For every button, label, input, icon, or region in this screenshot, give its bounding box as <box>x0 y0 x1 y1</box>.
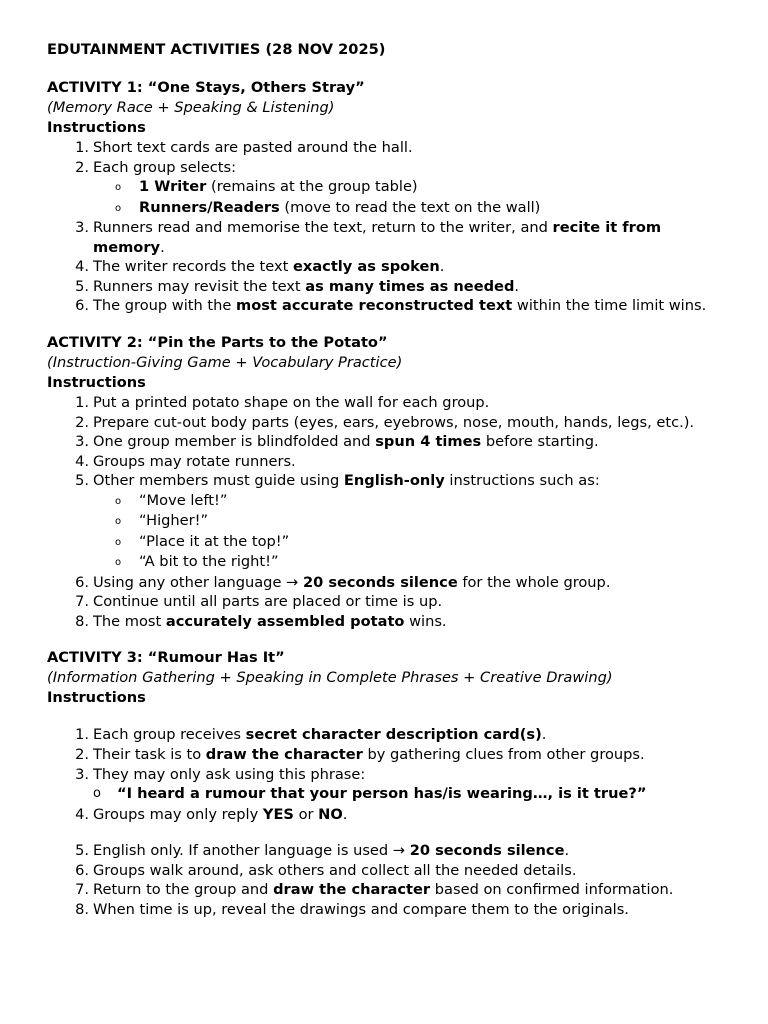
item-number: 4. <box>75 452 89 470</box>
activity-heading: ACTIVITY 1: “One Stays, Others Stray” <box>47 79 365 96</box>
bold-text: 20 seconds silence <box>409 842 565 860</box>
bullet-marker: o <box>115 182 122 194</box>
document-page <box>47 40 727 937</box>
item-text: One group member is blindfolded and <box>93 433 376 451</box>
item-text: Continue until all parts are placed or time is up. <box>93 593 443 611</box>
item-text: before starting. <box>481 433 599 451</box>
list-item <box>47 841 727 861</box>
item-text: Their task is to <box>93 745 206 763</box>
bold-text: 20 seconds silence <box>302 573 458 591</box>
item-text: “Place it at the top!” <box>139 532 290 550</box>
item-text: They may only ask using this phrase: <box>93 765 366 783</box>
instructions-label: Instructions <box>47 689 146 707</box>
item-text: Each group receives <box>93 726 246 744</box>
item-text: . <box>541 726 547 744</box>
bold-text: recite it from memory <box>93 219 662 256</box>
item-text: The most <box>93 612 166 630</box>
bullet-item <box>47 511 727 531</box>
item-number: 7. <box>75 881 89 899</box>
activity-2 <box>47 333 727 631</box>
item-number: 5. <box>75 472 89 490</box>
activity-heading: ACTIVITY 2: “Pin the Parts to the Potato” <box>47 333 388 351</box>
item-text: (move to read the text on the wall) <box>279 198 541 216</box>
bold-text: NO <box>318 805 343 823</box>
item-text: Groups may only reply <box>93 805 263 823</box>
bullet-item <box>47 784 727 804</box>
list-item <box>47 218 727 257</box>
item-text: wins. <box>404 612 447 630</box>
item-number: 8. <box>75 612 89 630</box>
item-text: The writer records the text <box>93 258 294 276</box>
bullet-marker: o <box>115 495 122 507</box>
bullet-item <box>47 532 727 552</box>
item-number: 1. <box>75 139 89 156</box>
list-item <box>47 413 727 433</box>
list-item <box>47 471 727 491</box>
item-number: 8. <box>75 900 89 918</box>
list-item <box>47 861 727 881</box>
item-text: instructions such as: <box>444 472 600 490</box>
item-text: . <box>564 842 570 860</box>
bullet-marker: o <box>115 557 122 569</box>
item-text: . <box>160 238 165 256</box>
list-item <box>47 138 727 158</box>
item-text: Prepare cut-out body parts (eyes, ears, eyebrows, nose, mouth, hands, legs, etc.). <box>93 413 695 431</box>
bold-text: English-only <box>343 472 445 490</box>
item-number: 2. <box>75 413 89 431</box>
bullet-item <box>47 491 727 511</box>
activity-heading: ACTIVITY 3: “Rumour Has It” <box>47 649 285 667</box>
item-number: 4. <box>75 805 89 823</box>
list-item <box>47 592 727 612</box>
bold-text: 1 Writer <box>139 178 207 196</box>
item-text: (remains at the group table) <box>206 178 418 196</box>
activity-1 <box>47 78 727 316</box>
bold-text: draw the character <box>205 745 363 763</box>
instruction-list <box>47 138 727 316</box>
list-item <box>47 393 727 413</box>
item-text: Runners may revisit the text <box>93 277 306 295</box>
item-text: by gathering clues from other groups. <box>362 745 645 763</box>
document-title: EDUTAINMENT ACTIVITIES (28 NOV 2025) <box>47 41 386 58</box>
item-number: 3. <box>75 765 89 783</box>
item-number: 6. <box>75 861 89 879</box>
item-number: 1. <box>75 726 89 744</box>
item-number: 3. <box>75 219 89 236</box>
item-number: 5. <box>75 842 89 860</box>
item-text: When time is up, reveal the drawings and compare them to the originals. <box>93 900 629 918</box>
item-text: Short text cards are pasted around the hall. <box>93 139 413 156</box>
item-text: Using any other language → <box>93 573 303 591</box>
item-number: 4. <box>75 258 89 276</box>
list-item <box>47 765 727 785</box>
item-number: 2. <box>75 158 89 176</box>
bold-text: secret character description card(s) <box>245 726 542 744</box>
item-text: Put a printed potato shape on the wall for each group. <box>93 393 490 411</box>
item-text: Groups may rotate runners. <box>93 452 296 470</box>
item-text: Each group selects: <box>93 158 236 176</box>
item-number: 3. <box>75 433 89 451</box>
spacer <box>47 824 727 841</box>
item-number: 6. <box>75 573 89 591</box>
bold-text: draw the character <box>273 881 431 899</box>
bullet-marker: o <box>115 536 122 548</box>
instruction-list <box>47 393 727 631</box>
item-text: The group with the <box>93 297 236 315</box>
bold-text: as many times as needed <box>305 277 515 295</box>
item-number: 5. <box>75 277 89 295</box>
item-text: . <box>439 258 445 276</box>
item-text: “Move left!” <box>139 491 228 509</box>
item-number: 7. <box>75 593 89 611</box>
bullet-item <box>47 552 727 572</box>
list-item <box>47 296 727 316</box>
item-text: Groups walk around, ask others and collect all the needed details. <box>93 861 577 879</box>
item-number: 2. <box>75 745 89 763</box>
list-item <box>47 725 727 745</box>
item-text: . <box>514 277 520 295</box>
bold-text: exactly as spoken <box>293 258 440 276</box>
list-item <box>47 745 727 765</box>
item-text: . <box>342 805 348 823</box>
instruction-list <box>47 708 727 919</box>
item-text: English only. If another language is used → <box>93 842 410 860</box>
item-text: Other members must guide using <box>93 472 344 490</box>
item-text: “Higher!” <box>139 512 209 530</box>
list-item <box>47 612 727 632</box>
activity-subtitle: (Information Gathering + Speaking in Complete Phrases + Creative Drawing) <box>47 669 613 687</box>
list-item <box>47 432 727 452</box>
item-text: within the time limit wins. <box>512 297 707 315</box>
item-text: Return to the group and <box>93 881 274 899</box>
bold-text: spun 4 times <box>375 433 482 451</box>
bold-text: YES <box>262 805 294 823</box>
list-item <box>47 452 727 472</box>
item-text: “A bit to the right!” <box>139 553 279 571</box>
instructions-label: Instructions <box>47 119 146 136</box>
list-item <box>47 277 727 297</box>
bullet-marker: o <box>115 202 122 214</box>
bold-text: most accurate reconstructed text <box>236 297 513 315</box>
item-number: 6. <box>75 297 89 315</box>
bullet-marker: o <box>93 786 101 802</box>
item-text: for the whole group. <box>457 573 611 591</box>
item-text: Runners read and memorise the text, return to the writer, and <box>93 219 553 236</box>
bold-text: accurately assembled potato <box>165 612 405 630</box>
instructions-label: Instructions <box>47 373 146 391</box>
bullet-item <box>47 177 727 197</box>
activity-3 <box>47 648 727 919</box>
list-item <box>47 880 727 900</box>
item-text: based on confirmed information. <box>430 881 674 899</box>
list-item <box>47 257 727 277</box>
activity-subtitle: (Instruction-Giving Game + Vocabulary Practice) <box>47 353 403 371</box>
item-text: or <box>293 805 319 823</box>
list-item <box>47 573 727 593</box>
bold-text: Runners/Readers <box>139 198 280 216</box>
list-item <box>47 805 727 825</box>
bullet-marker: o <box>115 516 122 528</box>
spacer <box>47 708 727 725</box>
list-item <box>47 158 727 178</box>
item-number: 1. <box>75 393 89 411</box>
activity-subtitle: (Memory Race + Speaking & Listening) <box>47 99 335 116</box>
bullet-item <box>47 198 727 218</box>
list-item <box>47 900 727 920</box>
bold-text: “I heard a rumour that your person has/is wearing…, is it true?” <box>117 785 647 803</box>
